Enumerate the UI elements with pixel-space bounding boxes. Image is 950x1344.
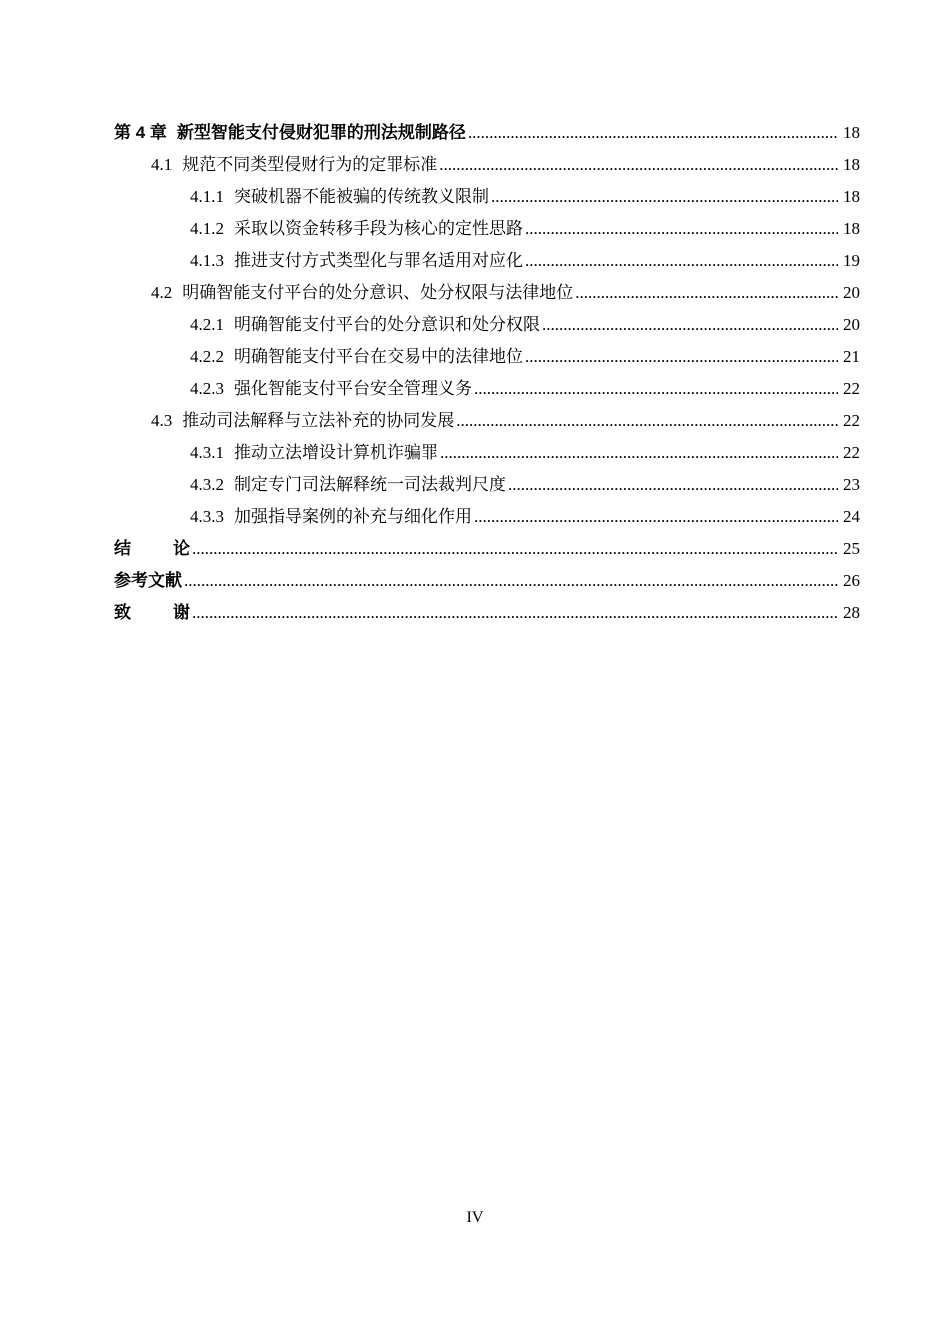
toc-page-number: 22 <box>843 379 860 398</box>
toc-entry-title: 突破机器不能被骗的传统教义限制 <box>234 187 489 206</box>
toc-entry-4-1-2[interactable] <box>114 213 860 245</box>
toc-entry-number: 4.1.2 <box>190 219 224 238</box>
toc-entry-text <box>151 149 437 181</box>
dot-leader <box>184 565 838 597</box>
toc-entry-4-3-2[interactable] <box>114 469 860 501</box>
toc-entry-4-1-1[interactable] <box>114 181 860 213</box>
dot-leader <box>456 405 838 437</box>
table-of-contents <box>114 117 860 629</box>
toc-page-number: 24 <box>843 507 860 526</box>
toc-page-number: 19 <box>843 251 860 270</box>
toc-page-number: 28 <box>843 603 860 622</box>
toc-page-number: 18 <box>843 187 860 206</box>
toc-entry-number: 4.3.2 <box>190 475 224 494</box>
toc-page-number: 18 <box>843 155 860 174</box>
toc-entry-text <box>190 373 472 405</box>
toc-entry-text <box>114 117 466 149</box>
toc-entry-4-1[interactable] <box>114 149 860 181</box>
toc-entry-title: 推进支付方式类型化与罪名适用对应化 <box>234 251 523 270</box>
toc-entry-4-2[interactable] <box>114 277 860 309</box>
toc-page-number: 22 <box>843 411 860 430</box>
toc-entry-number: 4.2.1 <box>190 315 224 334</box>
toc-page-number: 23 <box>843 475 860 494</box>
toc-entry-chapter-4[interactable] <box>114 117 860 149</box>
toc-entry-4-3[interactable] <box>114 405 860 437</box>
toc-entry-4-2-3[interactable] <box>114 373 860 405</box>
dot-leader <box>474 501 838 533</box>
toc-entry-title: 明确智能支付平台在交易中的法律地位 <box>234 347 523 366</box>
dot-leader <box>439 149 838 181</box>
toc-entry-title: 采取以资金转移手段为核心的定性思路 <box>234 219 523 238</box>
toc-entry-text <box>114 565 182 597</box>
dot-leader <box>542 309 838 341</box>
toc-page-number: 22 <box>843 443 860 462</box>
toc-entry-number: 4.1.1 <box>190 187 224 206</box>
toc-page-number: 26 <box>843 571 860 590</box>
dot-leader <box>525 245 838 277</box>
toc-entry-number: 4.1.3 <box>190 251 224 270</box>
toc-entry-text <box>114 533 190 565</box>
toc-entry-text <box>190 469 506 501</box>
toc-entry-title: 规范不同类型侵财行为的定罪标准 <box>182 155 438 174</box>
toc-page-number: 21 <box>843 347 860 366</box>
toc-entry-title-char-2: 论 <box>173 539 190 558</box>
toc-entry-title-char-1: 结 <box>114 539 131 558</box>
dot-leader <box>508 469 838 501</box>
toc-entry-number: 4.2 <box>151 283 173 302</box>
toc-entry-text <box>114 597 190 629</box>
toc-entry-text <box>190 245 523 277</box>
toc-entry-number: 4.3.3 <box>190 507 224 526</box>
dot-leader <box>468 117 838 149</box>
toc-entry-acknowledgement[interactable] <box>114 597 860 629</box>
toc-entry-title: 推动司法解释与立法补充的协同发展 <box>182 411 455 430</box>
toc-entry-title: 明确智能支付平台的处分意识和处分权限 <box>234 315 540 334</box>
toc-entry-4-2-1[interactable] <box>114 309 860 341</box>
toc-entry-text <box>190 501 472 533</box>
toc-entry-text <box>190 213 523 245</box>
dot-leader <box>525 341 838 373</box>
toc-entry-title: 参考文献 <box>114 571 182 590</box>
toc-page-number: 20 <box>843 315 860 334</box>
toc-entry-number: 第 4 章 <box>114 123 167 142</box>
toc-entry-number: 4.3 <box>151 411 173 430</box>
toc-entry-title: 制定专门司法解释统一司法裁判尺度 <box>234 475 506 494</box>
toc-entry-4-3-1[interactable] <box>114 437 860 469</box>
dot-leader <box>440 437 838 469</box>
toc-entry-number: 4.2.3 <box>190 379 224 398</box>
toc-entry-text <box>151 277 573 309</box>
toc-entry-4-2-2[interactable] <box>114 341 860 373</box>
toc-entry-4-3-3[interactable] <box>114 501 860 533</box>
toc-entry-title: 新型智能支付侵财犯罪的刑法规制路径 <box>176 123 466 142</box>
toc-entry-title-char-1: 致 <box>114 603 131 622</box>
dot-leader <box>192 597 838 629</box>
toc-entry-title-char-2: 谢 <box>173 603 190 622</box>
page-footer-number: IV <box>466 1209 484 1226</box>
toc-page-number: 25 <box>843 539 860 558</box>
toc-entry-text <box>190 437 438 469</box>
toc-entry-number: 4.3.1 <box>190 443 224 462</box>
toc-entry-text <box>190 181 489 213</box>
toc-entry-references[interactable] <box>114 565 860 597</box>
toc-entry-conclusion[interactable] <box>114 533 860 565</box>
dot-leader <box>525 213 838 245</box>
toc-entry-number: 4.2.2 <box>190 347 224 366</box>
dot-leader <box>491 181 838 213</box>
toc-entry-number: 4.1 <box>151 155 173 174</box>
toc-page-number: 18 <box>843 219 860 238</box>
toc-entry-text <box>190 309 540 341</box>
toc-entry-title: 强化智能支付平台安全管理义务 <box>234 379 472 398</box>
toc-entry-title: 推动立法增设计算机诈骗罪 <box>234 443 438 462</box>
toc-entry-text <box>151 405 454 437</box>
toc-entry-text <box>190 341 523 373</box>
toc-page-number: 18 <box>843 123 860 142</box>
toc-entry-title: 明确智能支付平台的处分意识、处分权限与法律地位 <box>182 283 574 302</box>
toc-page-number: 20 <box>843 283 860 302</box>
dot-leader <box>474 373 838 405</box>
toc-entry-title: 加强指导案例的补充与细化作用 <box>234 507 472 526</box>
toc-entry-4-1-3[interactable] <box>114 245 860 277</box>
dot-leader <box>575 277 838 309</box>
dot-leader <box>192 533 838 565</box>
